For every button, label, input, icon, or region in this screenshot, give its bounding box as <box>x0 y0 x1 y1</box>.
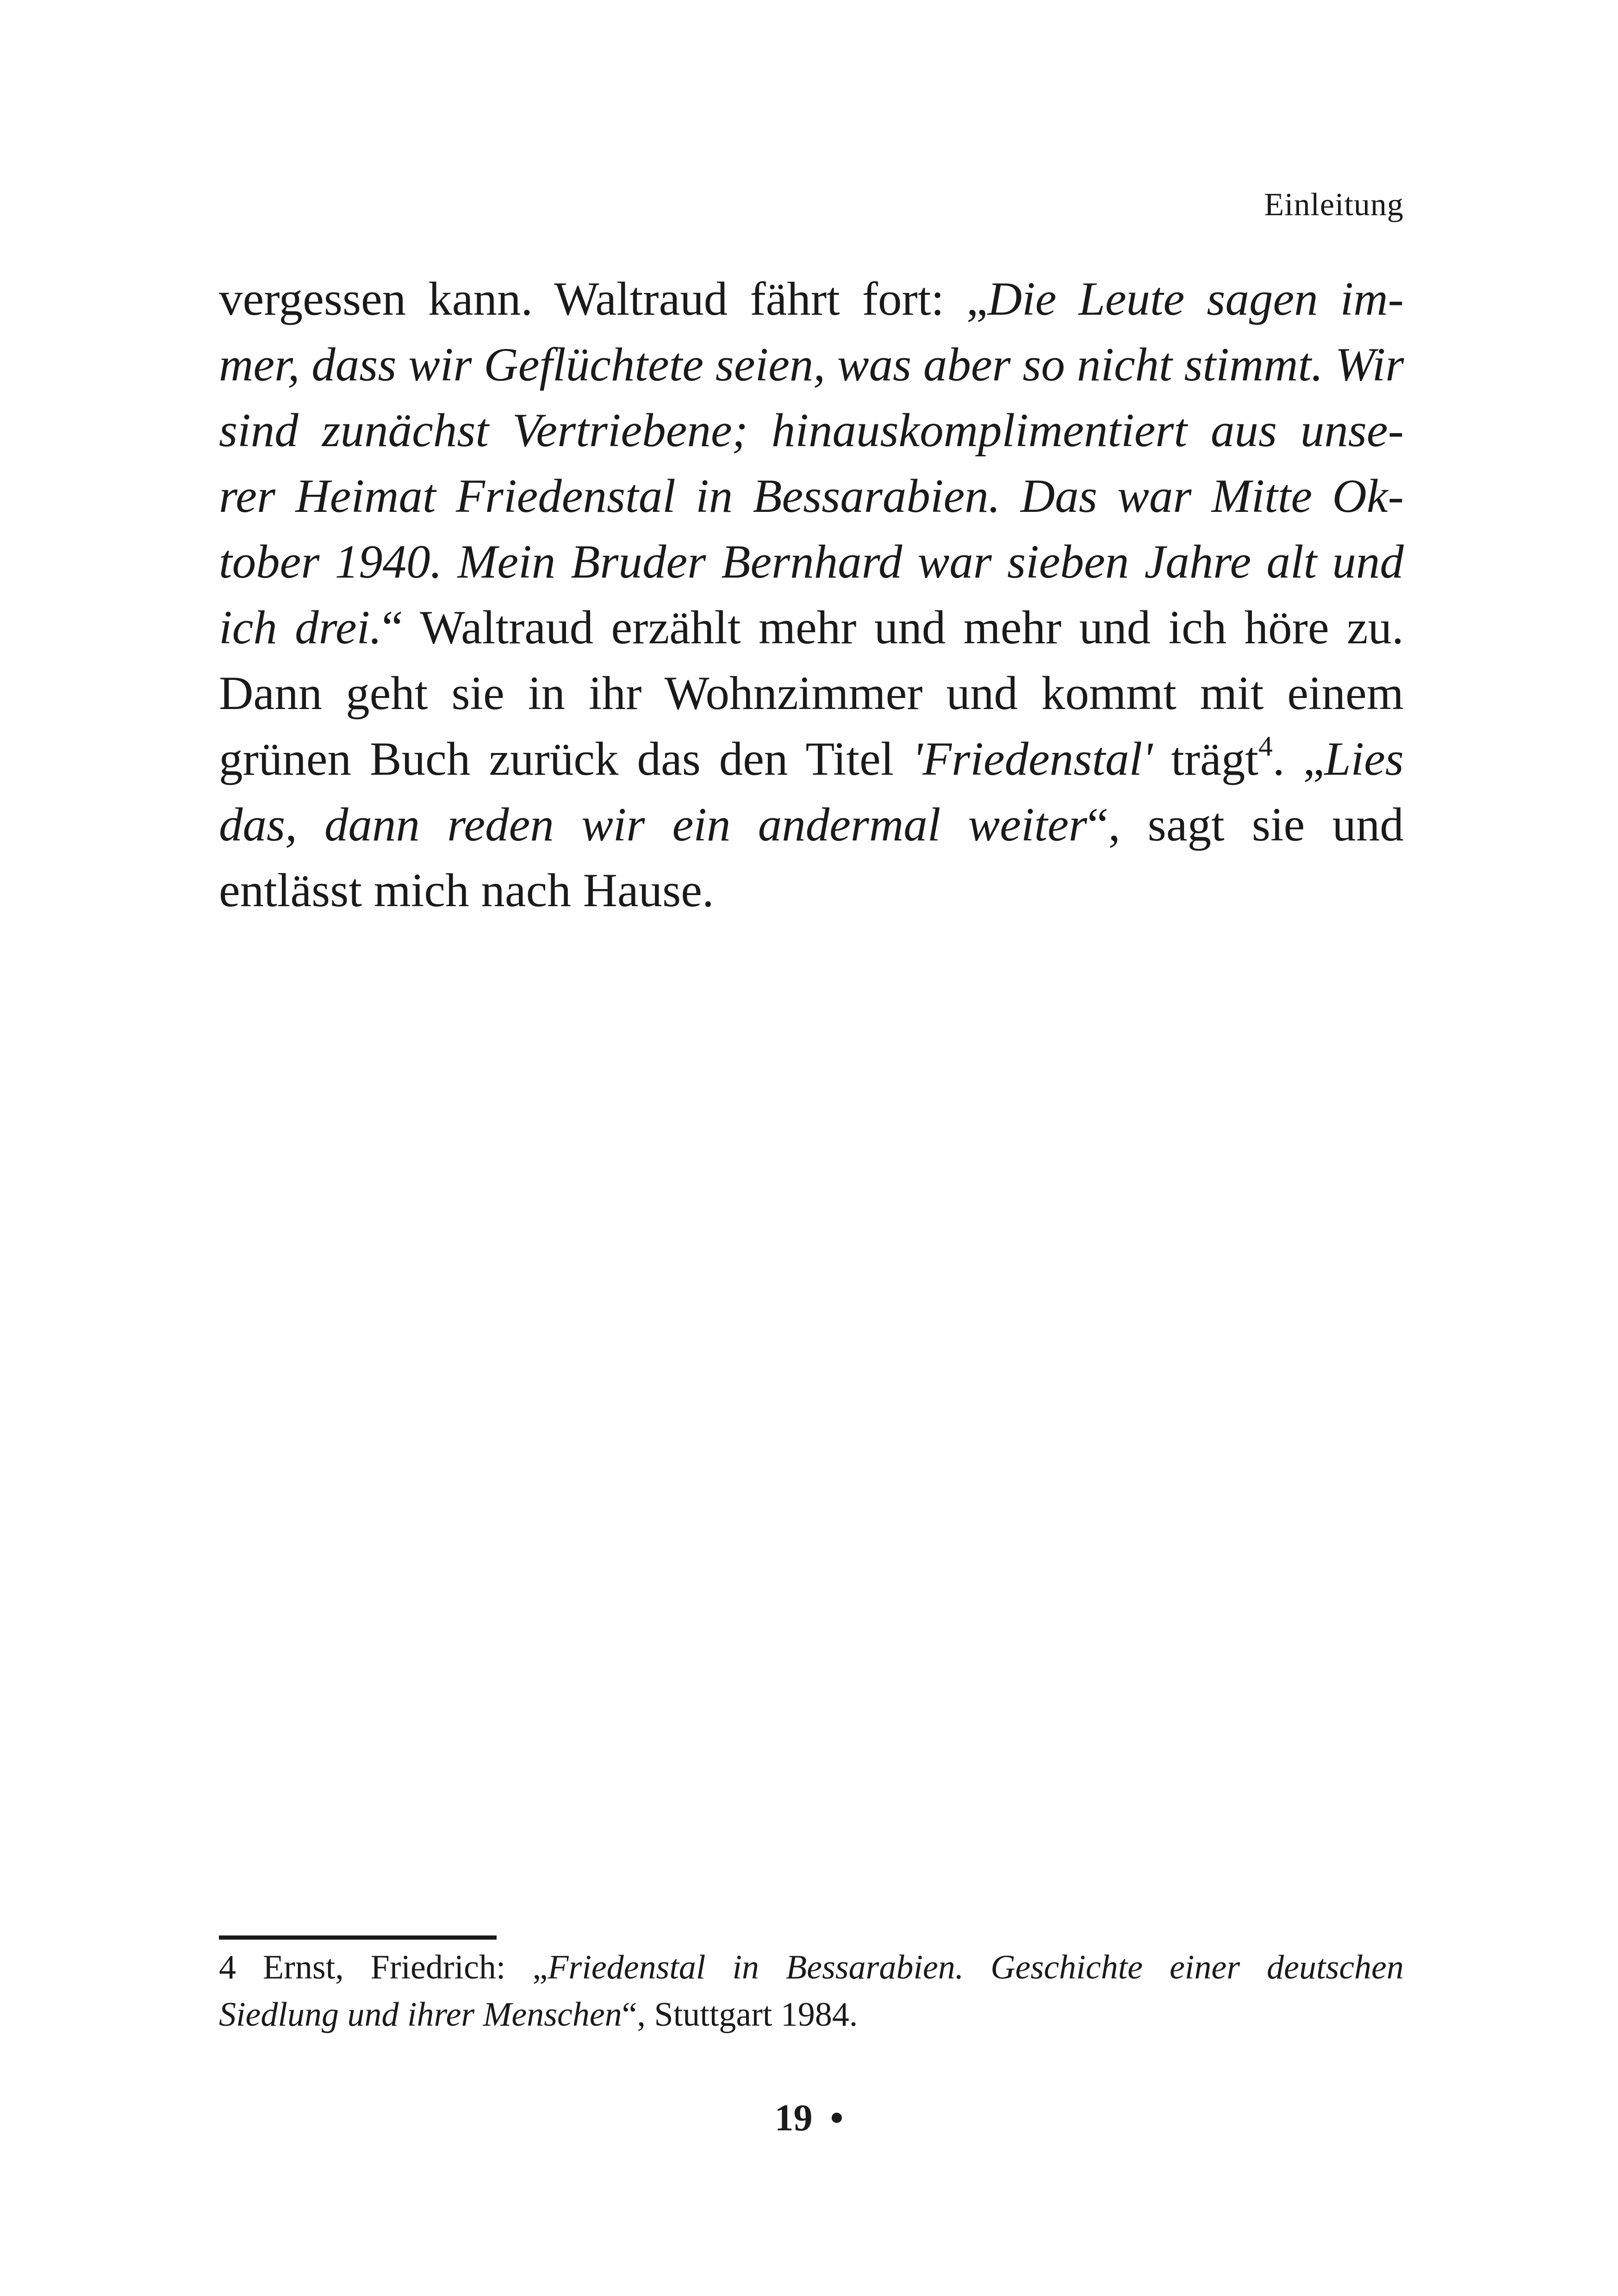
text-run: “, sagt sie und <box>1087 798 1404 851</box>
italic-text: das, dann reden wir ein andermal weiter <box>219 798 1088 851</box>
italic-text: 'Friedenstal' <box>912 733 1153 785</box>
text-run: Dann geht sie in ihr Wohnzimmer und kommt mit einem <box>219 667 1404 720</box>
text-run: vergessen kann. Waltraud fährt fort: „ <box>219 273 988 325</box>
footnote-line <box>219 1991 1404 2038</box>
italic-text: ich drei. <box>219 601 382 654</box>
body-line <box>219 266 1404 332</box>
body-line <box>219 398 1404 463</box>
body-line <box>219 858 1404 923</box>
body-line <box>219 332 1404 398</box>
footnote <box>219 1944 1404 2038</box>
footnote-rule <box>219 1935 497 1940</box>
text-run: “, Stuttgart 1984. <box>622 1996 858 2034</box>
text-run: . „ <box>1272 733 1325 785</box>
page-number-ornament: • <box>830 2097 844 2139</box>
text-run: 4 Ernst, Friedrich: „ <box>219 1948 548 1986</box>
italic-text: Die Leute sagen im- <box>987 273 1404 325</box>
footnote-line <box>219 1944 1404 1991</box>
text-run: grünen Buch zurück das den Titel <box>219 733 913 785</box>
text-run: trägt <box>1152 733 1258 785</box>
italic-text: sind zunächst Vertriebene; hinauskomplimentiert aus unse- <box>219 404 1404 457</box>
body-line <box>219 529 1404 595</box>
body-line <box>219 463 1404 529</box>
footnote-reference: 4 <box>1258 730 1273 762</box>
page-number-block <box>0 2099 1618 2137</box>
body-line <box>219 792 1404 858</box>
body-line <box>219 660 1404 726</box>
body-line <box>219 726 1404 792</box>
body-line <box>219 595 1404 660</box>
page-number: 19 <box>774 2097 813 2139</box>
italic-text: Siedlung und ihrer Menschen <box>219 1996 622 2034</box>
running-head: Einleitung <box>1264 187 1404 223</box>
italic-text: Friedenstal in Bessarabien. Geschichte einer deutschen <box>548 1948 1404 1986</box>
italic-text: mer, dass wir Geflüchtete seien, was aber so nicht stimmt. Wir <box>219 338 1404 391</box>
italic-text: tober 1940. Mein Bruder Bernhard war sieben Jahre alt und <box>219 535 1404 588</box>
body-text <box>219 266 1404 923</box>
text-run: “ Waltraud erzählt mehr und mehr und ich höre zu. <box>382 601 1404 654</box>
italic-text: Lies <box>1324 733 1404 785</box>
text-run: entlässt mich nach Hause. <box>219 864 714 917</box>
italic-text: rer Heimat Friedenstal in Bessarabien. Das war Mitte Ok- <box>219 470 1404 523</box>
